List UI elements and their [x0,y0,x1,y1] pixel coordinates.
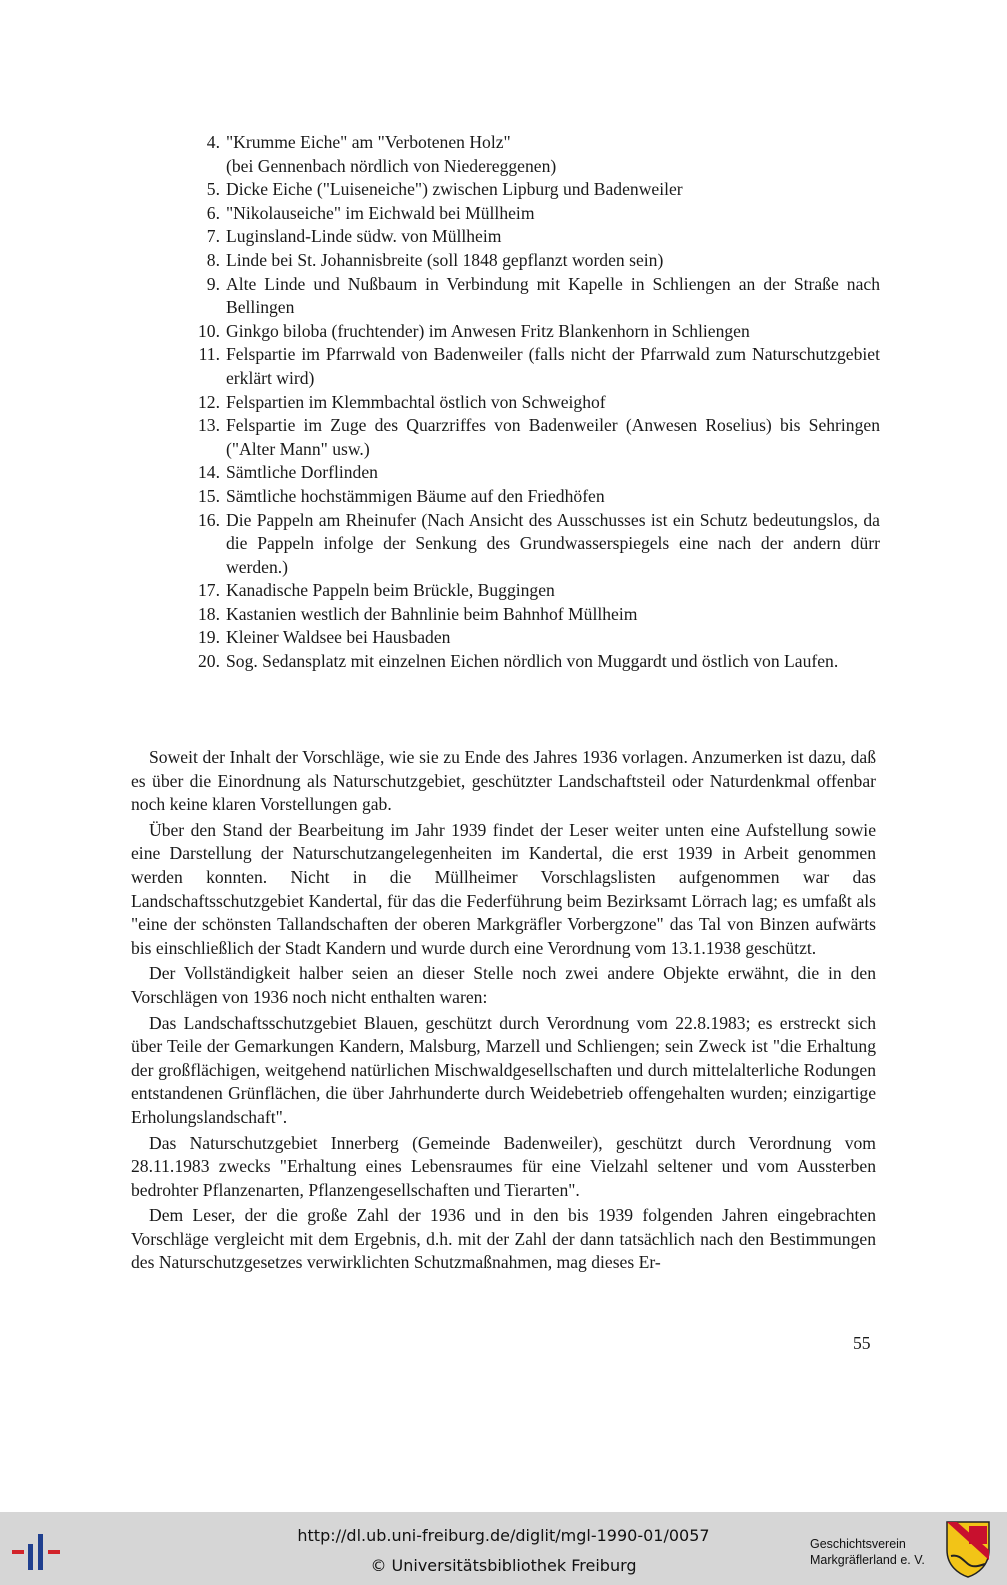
list-number: 20. [198,651,220,672]
list-number: 12. [198,391,220,412]
list-number: 14. [198,462,220,483]
list-text: Felspartien im Klemmbachtal östlich von Schweighof [226,391,606,412]
list-text: Sämtliche hochstämmigen Bäume auf den Friedhöfen [226,485,605,506]
list-text: Ginkgo biloba (fruchtender) im Anwesen Fritz Blankenhorn in Schliengen [226,320,750,341]
list-text: Luginsland-Linde südw. von Müllheim [226,226,502,247]
list-number: 9. [206,273,220,294]
list-text: Sog. Sedansplatz mit einzelnen Eichen nördlich von Muggardt und östlich von Laufen. [226,651,839,672]
list-text: Kleiner Waldsee bei Hausbaden [226,627,451,648]
paragraph: Soweit der Inhalt der Vorschläge, wie sie zu Ende des Jahres 1936 vorlagen. Anzumerken ist dazu, daß es über die Einordnung als Naturschutzgebiet, geschützter Landschaftsteil oder Naturdenkmal offenbar noch keine klaren Vorstellungen gab. [131,747,876,815]
list-item [190,509,880,580]
numbered-list [190,131,880,674]
society-line: Markgräflerland e. V. [810,1553,925,1567]
list-text-continuation: (bei Gennenbach nördlich von Niedereggenen) [226,155,557,176]
list-number: 4. [206,132,220,152]
paragraph: Das Landschaftsschutzgebiet Blauen, geschützt durch Verordnung vom 22.8.1983; es erstreckt sich über Teile der Gemarkungen Kandern, Malsburg, Marzell und Schliengen; sein Zweck ist "die Erhaltung der großflächigen, weitgehend natürlichen Mischwaldgesellschaften und durch mittelalterliche Rodungen entstandenen Grünflächen, die über Jahrhunderte durch Weidebetrieb offengehalten wurden; einzigartige Erholungslandschaft". [131,1012,876,1127]
list-item [190,273,880,320]
list-number: 11. [198,344,220,365]
list-item [190,202,880,226]
list-text: "Krumme Eiche" am "Verbotenen Holz" [226,132,511,152]
list-number: 10. [198,320,220,341]
coat-of-arms-icon [945,1520,991,1578]
paragraph: Der Vollständigkeit halber seien an dieser Stelle noch zwei andere Objekte erwähnt, die in den Vorschlägen von 1936 noch nicht enthalten waren: [131,963,876,1007]
list-item [190,650,880,674]
list-number: 15. [198,485,220,506]
list-item [190,225,880,249]
list-item [190,603,880,627]
list-item [190,131,880,178]
list-item [190,579,880,603]
list-text: Dicke Eiche ("Luiseneiche") zwischen Lipburg und Badenweiler [226,179,683,200]
list-item [190,461,880,485]
list-item [190,320,880,344]
list-text: Kanadische Pappeln beim Brückle, Buggingen [226,580,555,601]
paragraph: Über den Stand der Bearbeitung im Jahr 1939 findet der Leser weiter unten eine Aufstellung sowie eine Darstellung der Naturschutzangelegenheiten im Kandertal, die erst 1939 in Arbeit genommen werden konnten. Nicht in die Müllheimer Vorschlagslisten aufgenommen war das Landschaftsschutzgebiet Kandertal, für das die Federführung beim Bezirksamt Lörrach lag; es umfaßt als "eine der schönsten Tallandschaften der oberen Markgräfler Vorbergzone" das Tal von Binzen aufwärts bis einschließlich der Stadt Kandern und wurde durch eine Verordnung vom 13.1.1938 geschützt. [131,819,876,958]
list-item [190,249,880,273]
list-number: 17. [198,580,220,601]
paragraph: Dem Leser, der die große Zahl der 1936 und in den bis 1939 folgenden Jahren eingebrachten Vorschläge vergleicht mit dem Ergebnis, d.h. mit der Zahl der dann tatsächlich nach den Bestimmungen des Naturschutzgesetzes verwirklichten Schutzmaßnahmen, mag dieses Er- [131,1205,876,1273]
list-text: Felspartie im Zuge des Quarzriffes von Badenweiler (Anwesen Roselius) bis Sehringen ("Alter Mann" usw.) [226,415,880,459]
list-number: 16. [198,509,220,530]
paragraph: Das Naturschutzgebiet Innerberg (Gemeinde Badenweiler), geschützt durch Verordnung vom 28.11.1983 zwecks "Erhaltung eines Lebensraumes für eine Vielzahl seltener und vom Aussterben bedrohter Pflanzenarten, Pflanzengesellschaften und Tierarten". [131,1132,876,1200]
list-item [190,391,880,415]
page-number: 55 [853,1333,871,1353]
society-line: Geschichtsverein [810,1537,906,1551]
list-text: Die Pappeln am Rheinufer (Nach Ansicht des Ausschusses ist ein Schutz bedeutungslos, da die Pappeln infolge der Senkung des Grundwasserspiegels eine nach der andern dürr werden.) [226,509,880,577]
list-item [190,626,880,650]
copyright-text: © Universitätsbibliothek Freiburg [370,1556,637,1575]
list-number: 8. [206,249,220,270]
list-number: 13. [198,415,220,436]
list-item [190,178,880,202]
list-text: Felspartie im Pfarrwald von Badenweiler (falls nicht der Pfarrwald zum Naturschutzgebiet erklärt wird) [226,344,880,388]
list-text: Alte Linde und Nußbaum in Verbindung mit Kapelle in Schliengen an der Straße nach Bellingen [226,273,880,318]
list-text: Linde bei St. Johannisbreite (soll 1848 gepflanzt worden sein) [226,249,664,270]
list-number: 7. [206,226,220,247]
list-text: "Nikolauseiche" im Eichwald bei Müllheim [226,202,535,223]
list-item [190,343,880,390]
society-name [810,1536,925,1568]
list-text: Kastanien westlich der Bahnlinie beim Bahnhof Müllheim [226,603,638,624]
list-number: 6. [206,202,220,223]
source-link[interactable]: http://dl.ub.uni-freiburg.de/diglit/mgl-1990-01/0057 [297,1526,710,1545]
list-text: Sämtliche Dorflinden [226,462,378,483]
list-item [190,414,880,461]
list-item [190,485,880,509]
list-number: 5. [206,179,220,200]
list-number: 18. [198,603,220,624]
body-text [131,746,876,1277]
footer-bar [0,1512,1007,1585]
list-number: 19. [198,627,220,648]
